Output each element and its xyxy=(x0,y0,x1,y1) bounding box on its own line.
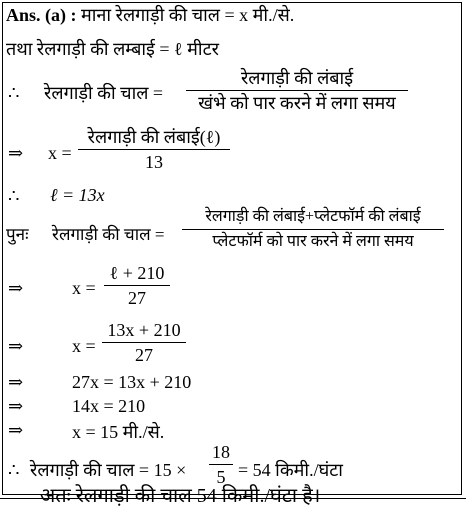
therefore-symbol-3: ∴ xyxy=(8,460,20,480)
assumption-length-text: तथा रेलगाड़ी की लम्बाई = ℓ मीटर xyxy=(6,39,220,59)
implies-symbol-6: ⇒ xyxy=(8,420,24,440)
eq6-numerator: 13x + 210 xyxy=(107,320,181,340)
eq2-numerator: रेलगाड़ी की लंबाई(ℓ) xyxy=(87,127,221,147)
eq10-lhs: रेलगाड़ी की चाल = 15 × xyxy=(30,460,187,480)
implies-symbol-4: ⇒ xyxy=(8,372,24,392)
eq4-denominator: प्लेटफॉर्म को पार करने में लगा समय xyxy=(212,233,414,250)
answer-label: Ans. (a) : xyxy=(6,5,77,25)
eq6-fraction-bar xyxy=(102,342,186,343)
implies-symbol-1: ⇒ xyxy=(8,143,24,163)
cut-off-text xyxy=(40,485,440,507)
eq10-fraction-bar xyxy=(209,464,233,465)
eq5-denominator: 27 xyxy=(128,288,146,308)
eq7-expression: 27x = 13x + 210 xyxy=(72,372,192,392)
eq10-numerator: 18 xyxy=(212,442,230,462)
eq6-lhs: x = xyxy=(72,336,96,356)
eq6-fraction xyxy=(102,319,186,366)
eq10-rhs: = 54 किमी./घंटा xyxy=(238,460,343,480)
assumption-length-line xyxy=(6,38,219,60)
eq6-denominator: 27 xyxy=(135,345,153,365)
eq1-numerator: रेलगाड़ी की लंबाई xyxy=(240,68,354,88)
eq2-denominator: 13 xyxy=(145,152,163,172)
eq2-fraction-bar xyxy=(78,149,230,150)
again-label: पुनः xyxy=(6,225,29,244)
eq4-numerator: रेलगाड़ी की लंबाई+प्लेटफॉर्म की लंबाई xyxy=(205,208,421,225)
eq2-lhs: x = xyxy=(48,143,72,163)
eq1-fraction xyxy=(186,67,408,114)
eq1-denominator: खंभे को पार करने में लगा समय xyxy=(198,93,396,113)
eq5-fraction-bar xyxy=(104,285,170,286)
eq2-fraction xyxy=(78,126,230,173)
eq1-fraction-bar xyxy=(186,90,408,91)
therefore-symbol-1: ∴ xyxy=(8,83,20,103)
assumption-speed-text: माना रेलगाड़ी की चाल = x मी./से. xyxy=(81,5,295,25)
eq1-lhs: रेलगाड़ी की चाल = xyxy=(44,83,164,103)
eq8-expression: 14x = 210 xyxy=(72,396,146,416)
eq9-expression: x = 15 मी./से. xyxy=(72,422,165,442)
eq3-expression: ℓ = 13x xyxy=(50,185,105,205)
therefore-symbol-2: ∴ xyxy=(8,186,20,206)
eq4-fraction xyxy=(182,206,444,253)
implies-symbol-3: ⇒ xyxy=(8,336,24,356)
eq4-fraction-bar xyxy=(182,229,444,230)
eq4-lhs: रेलगाड़ी की चाल = xyxy=(52,225,165,244)
cut-off-line: अतः रेलगाड़ी की चाल 54 किमी./घंटा है। xyxy=(40,485,321,507)
eq5-lhs: x = xyxy=(72,278,96,298)
eq5-fraction xyxy=(104,262,170,309)
eq10-fraction xyxy=(209,441,233,488)
implies-symbol-5: ⇒ xyxy=(8,396,24,416)
assumption-speed-line xyxy=(6,4,294,26)
implies-symbol-2: ⇒ xyxy=(8,278,24,298)
eq10-denominator: 5 xyxy=(216,467,226,487)
eq5-numerator: ℓ + 210 xyxy=(109,263,165,283)
